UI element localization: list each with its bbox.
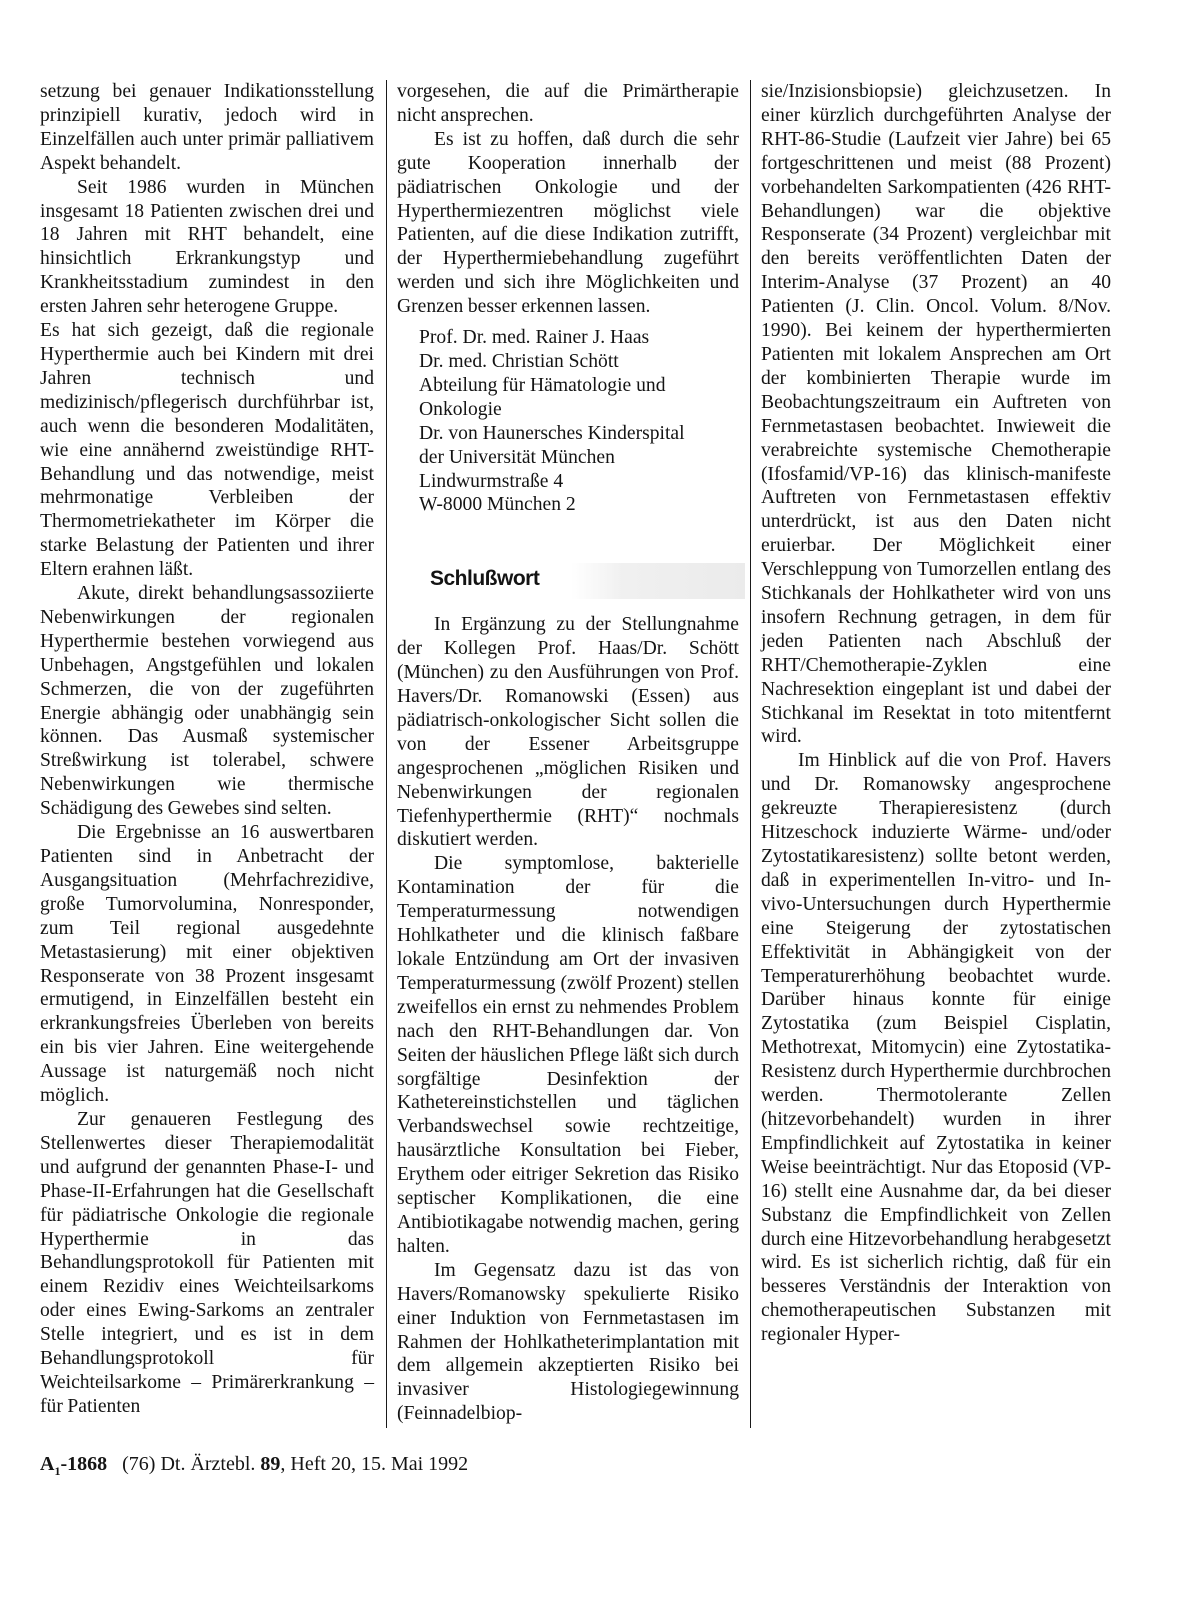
section-heading	[397, 563, 739, 613]
citation: (76) Dt. Ärztebl.	[122, 1453, 256, 1475]
volume: 89	[260, 1453, 281, 1475]
paragraph: Es hat sich gezeigt, daß die regionale Hyperthermie auch bei Kindern mit drei Jahren technisch und medizinisch/pflegerisch durchführbar ist, auch wenn die besonderen Modalitäten, wie eine annähernd zweistündige RHT-Behandlung und das notwendige, meist mehrmonatige Verbleiben der Thermometriekatheter im Körper die starke Belastung der Patienten und ihrer Eltern erahnen läßt.	[40, 320, 374, 581]
paragraph: Im Hinblick auf die von Prof. Havers und Dr. Romanowsky angesprochene gekreuzte Therapieresistenz (durch Hitzeschock induzierte Wärme- und/oder Zytostatikaresistenz) sollte betont werden, daß in experimentellen In-vitro- und In-vivo-Untersuchungen durch Hyperthermie eine Steigerung der zytostatischen Effektivität in Abhängigkeit von der Temperaturerhöhung beobachtet wurde. Darüber hinaus konnte für einige Zytostatika (zum Beispiel Cisplatin, Methotrexat, Mitomycin) eine Zytostatika-Resistenz durch Hyperthermie durchbrochen werden. Thermotolerante Zellen (hitzevorbehandelt) wurden in ihrer Empfindlichkeit auf Zytostatika in keiner Weise beeinträchtigt. Nur das Etoposid (VP-16) stellt eine Ausnahme dar, da bei dieser Substanz die Empfindlichkeit von Zellen durch eine Hitzevorbehandlung herabgesetzt wird. Es ist sicherlich richtig, daß für ein besseres Verständnis der Interaktion von chemotherapeutischen Substanzen mit regionaler Hyper-	[761, 750, 1111, 1346]
paragraph: Die Ergebnisse an 16 auswertbaren Patienten sind in Anbetracht der Ausgangsituation (Mehrfachrezidive, große Tumorvolumina, Nonresponder, zum Teil regional ausgedehnte Metastasierung) mit einer objektiven Responserate von 38 Prozent insgesamt ermutigend, in Einzelfällen besteht ein erkrankungsfreies Überleben von bereits ein bis vier Jahren. Eine weitergehende Aussage ist naturgemäß noch nicht möglich.	[40, 822, 374, 1107]
address-line: Prof. Dr. med. Rainer J. Haas	[419, 327, 650, 349]
paragraph: Akute, direkt behandlungsassoziierte Nebenwirkungen der regionalen Hyperthermie bestehen vorwiegend aus Unbehagen, Angstgefühlen und lokalen Schmerzen, die von der zugeführten Energie abhängig oder unabhängig sein können. Das Ausmaß systemischer Streßwirkung ist tolerabel, schwere Nebenwirkungen wie thermische Schädigung des Gewebes sind selten.	[40, 583, 374, 820]
paragraph: setzung bei genauer Indikationsstellung prinzipiell kurativ, jedoch wird in Einzelfällen auch unter primär palliativem Aspekt behandelt.	[40, 81, 374, 174]
address-line: Abteilung für Hämatologie und	[419, 374, 666, 396]
author-address	[419, 326, 739, 517]
paragraph: vorgesehen, die auf die Primärtherapie nicht ansprechen.	[397, 81, 739, 126]
column-3	[761, 80, 1111, 1347]
heading-text: Schlußwort	[430, 567, 540, 591]
column-rule	[750, 80, 751, 1428]
paragraph: Im Gegensatz dazu ist das von Havers/Romanowsky spekulierte Risiko einer Induktion von Fernmetastasen im Rahmen der Hohlkatheterimplantation mit dem allgemein akzeptierten Risiko bei invasiver Histologiegewinnung (Feinnadelbiop-	[397, 1259, 739, 1425]
column-rule	[386, 80, 387, 1428]
address-line: der Universität München	[419, 446, 615, 468]
address-line: Lindwurmstraße 4	[419, 470, 564, 492]
paragraph: Seit 1986 wurden in München insgesamt 18 Patienten zwischen drei und 18 Jahren mit RHT behandelt, eine hinsichtlich Erkrankungstyp und Krankheitsstadium zumindest in den ersten Jahren sehr heterogene Gruppe.	[40, 176, 374, 318]
column-2	[397, 80, 739, 1426]
page-footer	[40, 1453, 468, 1479]
paragraph: sie/Inzisionsbiopsie) gleichzusetzen. In einer kürzlich durchgeführten Analyse der RHT-86-Studie (Laufzeit vier Jahre) bei 65 fortgeschrittenen und meist (88 Prozent) vorbehandelten Sarkompatienten (426 RHT-Behandlungen) war die objektive Responserate (34 Prozent) vergleichbar mit den bereits veröffentlichten Daten der Interim-Analyse (37 Prozent) an 40 Patienten (J. Clin. Oncol. Volum. 8/Nov. 1990). Bei keinem der hyperthermierten Patienten mit lokalem Ansprechen am Ort der kombinierten Therapie wurde im Beobachtungszeitraum ein Auftreten von Fernmetastasen beobachtet. Inwieweit die verabreichte systemische Chemotherapie (Ifosfamid/VP-16) das klinisch-manifeste Auftreten von Fernmetastasen effektiv unterdrückt, ist aus den Daten nicht eruierbar. Der Möglichkeit einer Verschleppung von Tumorzellen entlang des Stichkanals der Hohlkatheter wird von uns insofern Rechnung getragen, in dem für jeden Patienten nach Abschluß der RHT/Chemotherapie-Zyklen eine Nachresektion eingeplant ist und dabei der Stichkanal im Resektat in toto mitentfernt wird.	[761, 81, 1111, 748]
paragraph: Zur genaueren Festlegung des Stellenwertes dieser Therapiemodalität und aufgrund der genannten Phase-I- und Phase-II-Erfahrungen hat die Gesellschaft für pädiatrische Onkologie die regionale Hyperthermie in das Behandlungsprotokoll für Patienten mit einem Rezidiv eines Weichteilsarkoms oder eines Ewing-Sarkoms an zentraler Stelle integriert, und es ist in dem Behandlungsprotokoll für Weichteilsarkome – Primärerkrankung – für Patienten	[40, 1108, 374, 1417]
address-line: Onkologie	[419, 398, 502, 420]
paragraph: Es ist zu hoffen, daß durch die sehr gute Kooperation innerhalb der pädiatrischen Onkologie und der Hyperthermiezentren möglichst viele Patienten, auf die diese Indikation zutrifft, der Hyperthermiebehandlung zugeführt werden und sich ihre Möglichkeiten und Grenzen besser erkennen lassen.	[397, 128, 739, 318]
paragraph: Die symptomlose, bakterielle Kontamination der für die Temperaturmessung notwendigen Hohlkatheter und die klinisch faßbare lokale Entzündung am Ort der invasiven Temperaturmessung (zwölf Prozent) stellen zweifellos ein ernst zu nehmendes Problem nach den RHT-Behandlungen dar. Von Seiten der häuslichen Pflege läßt sich durch sorgfältige Desinfektion der Kathetereinstichstellen und täglichen Verbandswechsel sowie rechtzeitige, hausärztliche Konsultation bei Fieber, Erythem oder eitriger Sekretion das Risiko septischer Komplikationen, die eine Antibiotikagabe notwendig machen, gering halten.	[397, 853, 739, 1257]
citation-issue: , Heft 20, 15. Mai 1992	[280, 1453, 469, 1475]
column-1	[40, 80, 374, 1419]
address-line: Dr. von Haunersches Kinderspital	[419, 422, 685, 444]
address-line: W-8000 München 2	[419, 494, 576, 516]
page-code: $A_1-1868$	[40, 1453, 108, 1478]
paragraph: In Ergänzung zu der Stellungnahme der Kollegen Prof. Haas/Dr. Schött (München) zu den Ausführungen von Prof. Havers/Dr. Romanowski (Essen) aus pädiatrisch-onkologischer Sicht sollen die von der Essener Arbeitsgruppe angesprochenen „möglichen Risiken und Nebenwirkungen der regionalen Tiefenhyperthermie (RHT)“ nochmals diskutiert werden.	[397, 614, 739, 851]
address-line: Dr. med. Christian Schött	[419, 350, 619, 372]
